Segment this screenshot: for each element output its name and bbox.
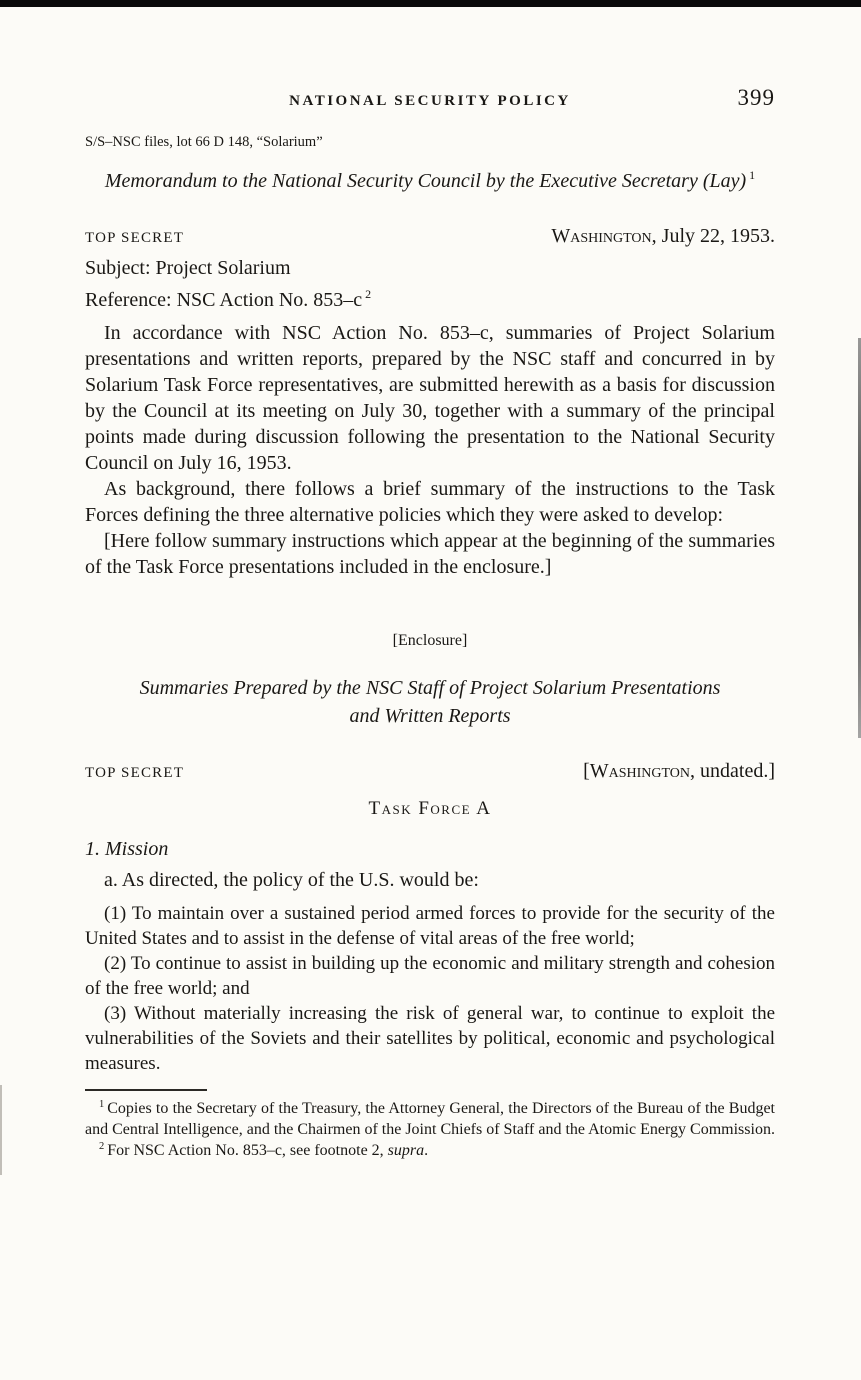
- footnote-text-italic: supra: [387, 1142, 425, 1159]
- footnotes-section: [85, 1098, 775, 1161]
- enclosure-dateline: [583, 760, 775, 783]
- section-heading-task-force-a: Task Force A: [368, 798, 492, 819]
- policy-items: [85, 901, 775, 1076]
- footnote-ref-2-marker: 2: [365, 287, 372, 302]
- dateline-date: , July 22, 1953.: [651, 225, 775, 247]
- dateline-place: [Washington: [583, 760, 691, 782]
- policy-item: (3) Without materially increasing the risk of general war, to continue to exploit the vulnerabilities of the Soviets and their satellites by political, economic and psychological measures.: [85, 1003, 775, 1074]
- footnote-number: 2: [99, 1140, 105, 1152]
- footnote-text: For NSC Action No. 853–c, see footnote 2,: [107, 1142, 388, 1159]
- classification-label: TOP SECRET: [85, 230, 185, 246]
- enclosure-dateline-row: [85, 760, 775, 783]
- memo-paragraph: As background, there follows a brief summary of the instructions to the Task Forces defining the three alternative policies which they were asked to develop:: [85, 478, 775, 526]
- memo-dateline-row: [85, 225, 775, 248]
- memo-paragraph: In accordance with NSC Action No. 853–c, summaries of Project Solarium presentations and written reports, prepared by the NSC staff and concurred in by Solarium Task Force representatives, are submitted herewith as a basis for discussion by the Council at its meeting on July 30, together with a summary of the principal points made during discussion following the presentation to the National Security Council on July 16, 1953.: [85, 322, 775, 474]
- memo-dateline: [551, 225, 775, 248]
- reference-text: Reference: NSC Action No. 853–c: [85, 289, 363, 311]
- memo-paragraph: [Here follow summary instructions which appear at the beginning of the summaries of the Task Force presentations included in the enclosure.]: [85, 530, 775, 578]
- footnote-text: .: [424, 1142, 429, 1159]
- subject-line: Subject: Project Solarium: [85, 257, 291, 279]
- footnote-ref-1-marker: 1: [749, 168, 756, 183]
- dateline-place: Washington: [551, 225, 652, 247]
- source-citation: S/S–NSC files, lot 66 D 148, “Solarium”: [85, 134, 323, 150]
- policy-item: (2) To continue to assist in building up the economic and military strength and cohesion of the free world; and: [85, 953, 775, 999]
- classification-label: TOP SECRET: [85, 765, 185, 781]
- memo-title: [85, 167, 775, 195]
- policy-item: (1) To maintain over a sustained period armed forces to provide for the security of the United States and to assist in the defense of vital areas of the free world;: [85, 903, 775, 949]
- mission-intro: a. As directed, the policy of the U.S. would be:: [104, 869, 479, 891]
- footnote: [85, 1140, 775, 1161]
- mission-heading: 1. Mission: [85, 838, 169, 860]
- footnote-text: Copies to the Secretary of the Treasury, the Attorney General, the Directors of the Bureau of the Budget and Central Intelligence, and the Chairmen of the Joint Chiefs of Staff and the Atomic Energy Commission.: [85, 1100, 775, 1138]
- running-head-title: NATIONAL SECURITY POLICY: [289, 93, 571, 109]
- footnote: [85, 1098, 775, 1140]
- memo-title-text: Memorandum to the National Security Council by the Executive Secretary (Lay): [104, 170, 747, 192]
- footnote-number: 1: [99, 1098, 105, 1110]
- page-number: 399: [737, 85, 775, 110]
- footnote-divider: [85, 1089, 207, 1091]
- dateline-date: , undated.]: [690, 760, 775, 782]
- enclosure-title: Summaries Prepared by the NSC Staff of Project Solarium Presentations and Written Reports: [139, 677, 721, 727]
- scan-artifact-left-edge: [0, 1085, 2, 1175]
- enclosure-label: [Enclosure]: [392, 632, 468, 649]
- reference-line: [85, 289, 775, 312]
- scan-artifact-top-edge: [0, 0, 861, 7]
- running-header: [85, 85, 775, 122]
